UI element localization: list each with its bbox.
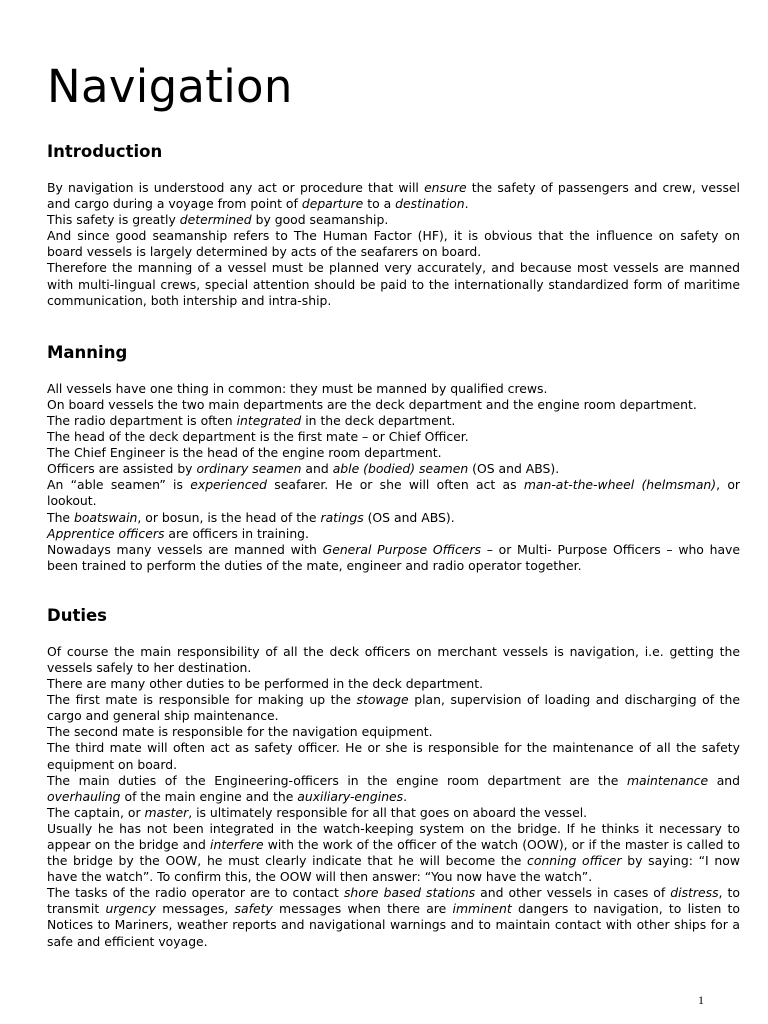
paragraph: Nowadays many vessels are manned with General Purpose Officers – or Multi- Purpose Officers – who have been trained to perform the duties of the mate, engineer and radio operator together. <box>47 541 741 573</box>
paragraph: The second mate is responsible for the navigation equipment. <box>47 724 433 740</box>
paragraph: Therefore the manning of a vessel must be planned very accurately, and because most vessels are manned with multi-lingual crews, special attention should be paid to the internationally standardized form of maritime communication, both intership and intra-ship. <box>47 260 740 308</box>
paragraph: On board vessels the two main departments are the deck department and the engine room department. <box>47 396 697 412</box>
paragraph: The tasks of the radio operator are to contact shore based stations and other vessels in cases of distress, to transmit urgency messages, safety messages when there are imminent dangers to navigation, to listen to Notices to Mariners, weather reports and navigational warnings and to maintain contact with other ships for a safe and efficient voyage. <box>47 885 740 949</box>
section-body-manning <box>47 381 740 574</box>
paragraph: The boatswain, or bosun, is the head of the ratings (OS and ABS). <box>47 509 455 525</box>
page-number: 1 <box>698 993 704 1007</box>
paragraph: By navigation is understood any act or procedure that will ensure the safety of passengers and crew, vessel and cargo during a voyage from point of departure to a destination. <box>47 180 740 212</box>
paragraph: The Chief Engineer is the head of the engine room department. <box>47 445 442 461</box>
paragraph: All vessels have one thing in common: they must be manned by qualified crews. <box>47 380 548 396</box>
paragraph: There are many other duties to be performed in the deck department. <box>47 676 484 692</box>
paragraph: An “able seamen” is experienced seafarer. He or she will often act as man-at-the-wheel (helmsman), or lookout. <box>47 477 740 509</box>
paragraph: The head of the deck department is the first mate – or Chief Officer. <box>47 429 469 445</box>
paragraph: Usually he has not been integrated in the watch-keeping system on the bridge. If he thinks it necessary to appear on the bridge and interfere with the work of the officer of the watch (OOW), or if the master is called to the bridge by the OOW, he must clearly indicate that he will become the conning officer by saying: “I now have the watch”. To confirm this, the OOW will then answer: “You now have the watch”. <box>47 820 740 885</box>
section-heading-manning: Manning <box>47 342 128 362</box>
document-page <box>47 58 740 950</box>
section-heading-introduction: Introduction <box>47 142 163 161</box>
section-introduction <box>47 142 740 309</box>
section-heading-duties: Duties <box>47 605 107 625</box>
section-body-duties <box>47 644 740 950</box>
section-duties <box>47 606 740 950</box>
paragraph: The radio department is often integrated in the deck department. <box>47 412 456 428</box>
paragraph: This safety is greatly determined by good seamanship. <box>47 212 389 228</box>
paragraph: The first mate is responsible for making up the stowage plan, supervision of loading and discharging of the cargo and general ship maintenance. <box>47 692 740 724</box>
paragraph: Of course the main responsibility of all the deck officers on merchant vessels is navigation, i.e. getting the vessels safely to her destination. <box>47 643 740 675</box>
paragraph: The captain, or master, is ultimately responsible for all that goes on aboard the vessel. <box>47 804 588 820</box>
paragraph: Officers are assisted by ordinary seamen and able (bodied) seamen (OS and ABS). <box>47 461 560 477</box>
paragraph: The main duties of the Engineering-officers in the engine room department are the maintenance and overhauling of the main engine and the auxiliary-engines. <box>47 772 741 804</box>
paragraph: The third mate will often act as safety officer. He or she is responsible for the maintenance of all the safety equipment on board. <box>47 740 740 772</box>
section-manning <box>47 343 740 574</box>
section-body-introduction <box>47 180 740 309</box>
page-title: Navigation <box>47 60 293 113</box>
paragraph: Apprentice officers are officers in training. <box>47 525 309 541</box>
paragraph: And since good seamanship refers to The Human Factor (HF), it is obvious that the influence on safety on board vessels is largely determined by acts of the seafarers on board. <box>47 228 740 260</box>
